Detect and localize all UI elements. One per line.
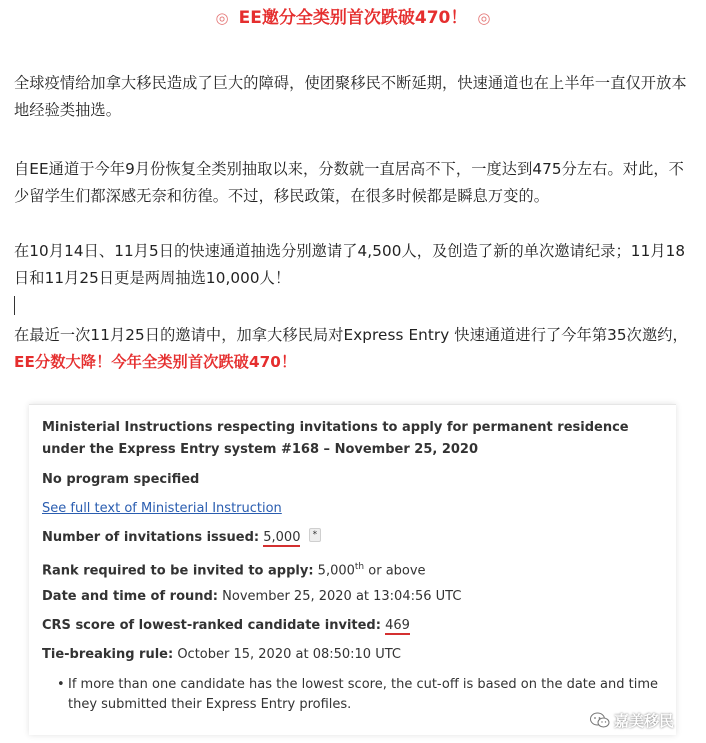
- bullet-dot: •: [57, 677, 65, 692]
- title-ornament-left: ◎: [215, 9, 229, 27]
- tie-line: [42, 645, 401, 665]
- title-ornament-right: ◎: [477, 9, 491, 27]
- text-cursor: [14, 296, 15, 315]
- invitations-line: [42, 528, 321, 548]
- instruction-link-line: [42, 499, 282, 519]
- full-text-link[interactable]: See full text of Ministerial Instruction: [42, 501, 282, 516]
- paragraph-1: 全球疫情给加拿大移民造成了巨大的障碍，使团聚移民不断延期，快速通道也在上半年一直仅开放本地经验类抽选。: [14, 74, 687, 119]
- paragraph-4: [14, 322, 696, 376]
- date-value: November 25, 2020 at 13:04:56 UTC: [222, 589, 462, 604]
- rank-value: 5,000: [317, 563, 355, 579]
- ministerial-instruction-screenshot: [29, 404, 676, 735]
- title-text: EE邀分全类别首次跌破470！: [238, 8, 468, 28]
- account-watermark: [590, 710, 674, 731]
- rank-line: [42, 557, 426, 581]
- card-heading: Ministerial Instructions respecting invitations to apply for permanent residence under the Express Entry system #168 – November 25, 2020: [42, 420, 629, 457]
- paragraph-3: 在10月14日、11月5日的快速通道抽选分别邀请了4,500人，及创造了新的单次邀请纪录；11月18日和11月25日更是两周抽选10,000人！: [14, 242, 686, 287]
- watermark-text: 嘉美移民: [613, 712, 674, 730]
- program-line: No program specified: [42, 472, 200, 487]
- tie-value: October 15, 2020 at 08:50:10 UTC: [177, 647, 401, 662]
- rank-suffix: or above: [368, 563, 426, 579]
- wechat-icon: [590, 712, 610, 729]
- tie-breaking-note: If more than one candidate has the lowest score, the cut-off is based on the date and time they submitted their Express Entry profiles.: [68, 677, 658, 712]
- paragraph-4-text: 在最近一次11月25日的邀请中，加拿大移民局对Express Entry 快速通道进行了今年第35次邀约，: [14, 326, 688, 344]
- rank-sup: th: [354, 562, 365, 572]
- paragraph-2: 自EE通道于今年9月份恢复全类别抽取以来，分数就一直居高不下，一度达到475分左右。对此，不少留学生们都深感无奈和彷徨。不过，移民政策，在很多时候都是瞬息万变的。: [14, 160, 684, 205]
- crs-line: [42, 616, 410, 636]
- date-line: [42, 587, 461, 607]
- crs-value: 469: [385, 618, 410, 633]
- paragraph-4-highlight: EE分数大降！今年全类别首次跌破470！: [14, 353, 297, 371]
- date-label: Date and time of round:: [42, 589, 219, 604]
- invitations-label: Number of invitations issued:: [42, 530, 260, 545]
- article-title: [0, 6, 706, 30]
- crs-label: CRS score of lowest-ranked candidate invited:: [42, 618, 381, 633]
- footnote-badge[interactable]: *: [309, 528, 322, 542]
- tie-label: Tie-breaking rule:: [42, 647, 174, 662]
- rank-label: Rank required to be invited to apply:: [42, 563, 314, 579]
- invitations-value: 5,000: [263, 530, 301, 545]
